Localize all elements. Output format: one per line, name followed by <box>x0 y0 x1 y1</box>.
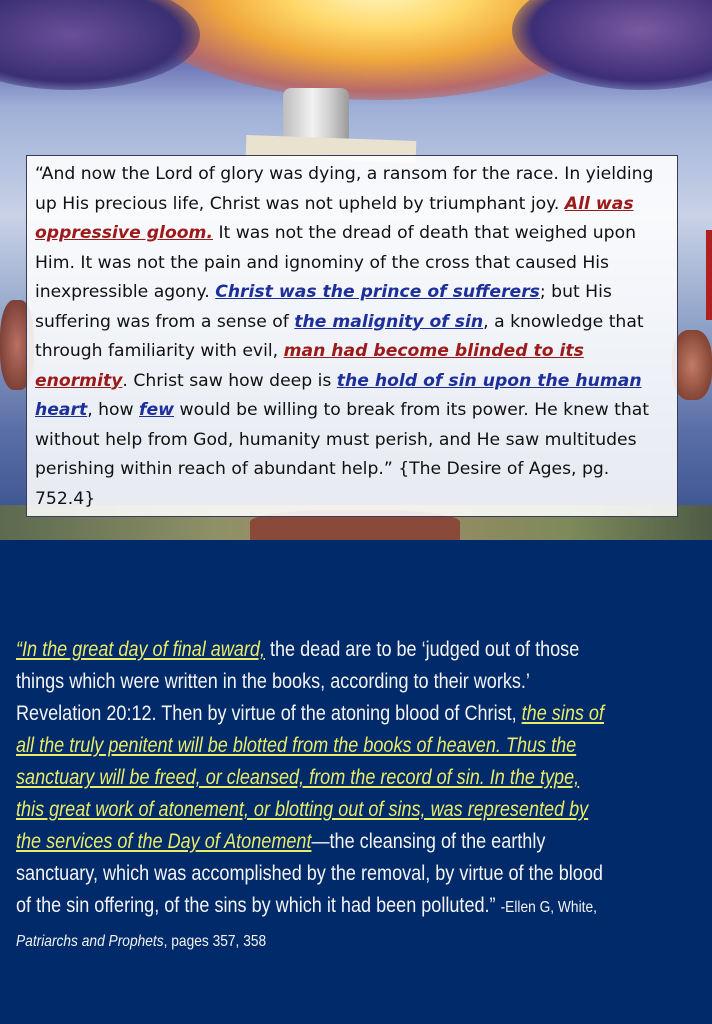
citation-book: Patriarchs and Prophets <box>16 933 164 950</box>
quote-highlight-red: All was oppressive gloom. <box>35 193 634 243</box>
citation-pages: , pages 357, 358 <box>163 933 267 950</box>
red-cloth-strip <box>706 230 712 320</box>
quote-highlight-blue: Christ was the prince of sufferers <box>215 282 540 302</box>
quote-text-segment: , a knowledge that through familiarity with evil, <box>35 311 644 361</box>
figure-arm-right <box>672 330 712 400</box>
passage-text-segment: the dead are to be ‘judged out of those things which were written in the books, according to their works.’ Revelation 20:12. Then by virtue of the atoning blood of Christ, <box>16 638 580 725</box>
patriarchs-quote <box>16 634 609 958</box>
quote-highlight-blue: the hold of sin upon the human heart <box>35 370 642 420</box>
quote-text-segment: would be willing to break from its power. He knew that without help from God, humanity must perish, and He saw multitudes perishing within reach of abundant help.” {The Desire of Ages, pg. 752.4} <box>35 400 650 509</box>
quote-text-segment: “And now the Lord of glory was dying, a ransom for the race. In yielding up His precious life, Christ was not upheld by triumphant joy. <box>35 164 654 214</box>
desire-of-ages-quote <box>35 160 671 514</box>
citation-author: -Ellen G, White, <box>500 899 597 916</box>
dark-cloud-left <box>0 0 200 90</box>
quote-box <box>26 155 678 517</box>
passage-highlight: “In the great day of final award, <box>16 638 265 661</box>
quote-text-segment: It was not the dread of death that weighed upon Him. It was not the pain and ignominy of the cross that caused His inexpressible agony. <box>35 223 636 302</box>
quote-text-segment: . Christ saw how deep is <box>122 370 337 391</box>
quote-text-segment: ; but His suffering was from a sense of <box>35 282 612 332</box>
quote-highlight-red: man had become blinded to its enormity <box>35 341 584 391</box>
quote-highlight-blue: the malignity of sin <box>294 311 484 332</box>
quote-text-segment: , how <box>87 400 140 420</box>
quote-highlight-blue: few <box>139 400 175 420</box>
dark-cloud-right <box>512 0 712 90</box>
passage-text-segment: —the cleansing of the earthly sanctuary, which was accomplished by the removal, by virtue of the blood of the sin offering, of the sins by which it had been polluted.” <box>16 830 603 917</box>
passage-highlight: the sins of all the truly penitent will be blotted from the books of heaven. Thus the sanctuary will be freed, or cleansed, from the record of sin. In the type, this great work of atonement, or blotting out of sins, was represented by the services of the Day of Atonement <box>16 702 604 853</box>
bottom-panel <box>0 540 712 1024</box>
